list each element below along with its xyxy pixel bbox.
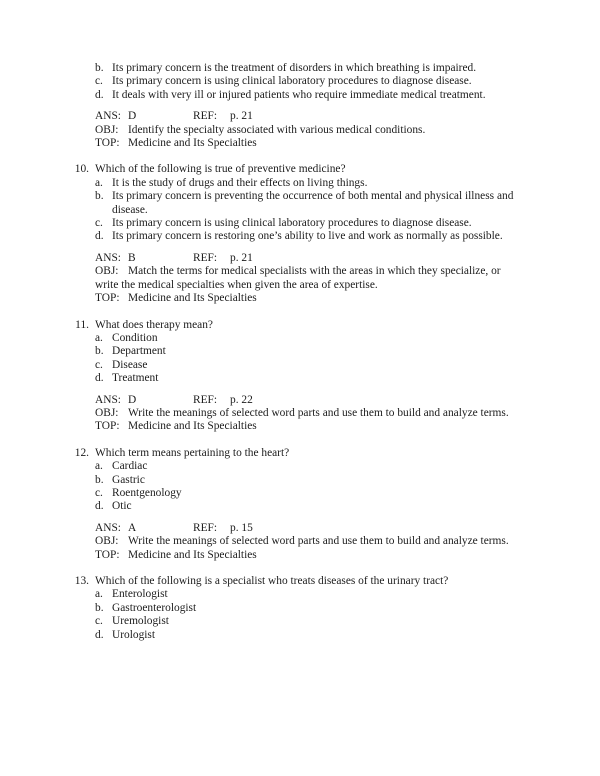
option-letter: c. <box>95 486 103 499</box>
option-item[interactable] <box>70 177 516 190</box>
option-letter: a. <box>95 460 103 473</box>
answer-meta-block <box>70 394 516 434</box>
option-text: Urologist <box>112 628 156 641</box>
obj-label: OBJ: <box>95 535 119 548</box>
option-letter: b. <box>95 190 104 203</box>
option-letter: a. <box>95 588 103 601</box>
spacer <box>70 434 516 447</box>
option-letter: d. <box>95 230 104 243</box>
option-item[interactable] <box>70 345 516 358</box>
spacer <box>70 562 516 575</box>
option-item[interactable] <box>70 500 516 513</box>
question-block-10 <box>70 163 516 305</box>
option-item[interactable] <box>70 602 516 615</box>
option-item[interactable] <box>70 487 516 500</box>
answer-meta-block <box>70 252 516 306</box>
option-text: Treatment <box>112 372 159 385</box>
ans-label: ANS: <box>95 251 121 264</box>
ans-label: ANS: <box>95 110 121 123</box>
option-letter: c. <box>95 358 103 371</box>
question-number: 11. <box>75 318 89 331</box>
ref-label: REF: <box>193 110 218 123</box>
question-text: What does therapy mean? <box>95 318 213 331</box>
option-text: Enterologist <box>112 588 168 601</box>
option-item[interactable] <box>70 62 516 75</box>
option-letter: d. <box>95 88 104 101</box>
option-text: Its primary concern is preventing the occurrence of both mental and physical illness and disease. <box>112 190 514 216</box>
option-item[interactable] <box>70 629 516 642</box>
question-block-12 <box>70 447 516 562</box>
ref-label: REF: <box>193 393 218 406</box>
option-text: It is the study of drugs and their effects on living things. <box>112 176 368 189</box>
obj-text: Write the meanings of selected word parts and use them to build and analyze terms. <box>128 406 509 419</box>
option-item[interactable] <box>70 217 516 230</box>
question-text: Which of the following is a specialist who treats diseases of the urinary tract? <box>95 575 449 587</box>
option-text: Otic <box>112 500 132 513</box>
question-text: Which of the following is true of preventive medicine? <box>95 163 346 176</box>
ans-label: ANS: <box>95 521 121 534</box>
ref-value: p. 22 <box>230 393 253 406</box>
obj-label: OBJ: <box>95 265 119 278</box>
question-prompt <box>70 319 516 332</box>
option-item[interactable] <box>70 615 516 628</box>
option-letter: b. <box>95 473 104 486</box>
answer-meta-block <box>70 522 516 562</box>
ref-value: p. 15 <box>230 521 253 534</box>
option-text: Roentgenology <box>112 486 182 499</box>
option-list <box>70 460 516 514</box>
question-prompt <box>70 163 516 176</box>
spacer <box>70 102 516 110</box>
option-text: Condition <box>112 331 158 344</box>
option-item[interactable] <box>70 332 516 345</box>
option-item[interactable] <box>70 588 516 601</box>
option-letter: b. <box>95 601 104 614</box>
option-item[interactable] <box>70 359 516 372</box>
spacer <box>70 150 516 163</box>
answer-row <box>95 394 516 407</box>
option-text: Disease <box>112 358 148 371</box>
option-letter: b. <box>95 62 104 74</box>
option-text: Gastroenterologist <box>112 601 197 614</box>
option-text: It deals with very ill or injured patients who require immediate medical treatment. <box>112 88 486 101</box>
option-text: Gastric <box>112 473 145 486</box>
option-letter: d. <box>95 372 104 385</box>
spacer <box>70 306 516 319</box>
obj-label: OBJ: <box>95 406 119 419</box>
obj-text: Identify the specialty associated with various medical conditions. <box>128 123 426 136</box>
top-text: Medicine and Its Specialties <box>128 292 257 305</box>
question-block-13 <box>70 575 516 642</box>
option-list <box>70 62 516 102</box>
obj-label: OBJ: <box>95 123 119 136</box>
spacer <box>70 386 516 394</box>
option-list <box>70 177 516 244</box>
ref-label: REF: <box>193 251 218 264</box>
ref-label: REF: <box>193 521 218 534</box>
option-item[interactable] <box>70 372 516 385</box>
question-number: 10. <box>74 163 89 176</box>
objective-row <box>95 535 516 548</box>
option-letter: d. <box>95 628 104 641</box>
ans-value: A <box>128 521 137 534</box>
ref-value: p. 21 <box>230 251 253 264</box>
answer-row <box>95 252 516 265</box>
option-item[interactable] <box>70 474 516 487</box>
answer-meta-block <box>70 110 516 150</box>
page-content <box>70 62 516 642</box>
top-label: TOP: <box>95 420 120 433</box>
option-text: Its primary concern is using clinical laboratory procedures to diagnose disease. <box>112 217 472 230</box>
option-text: Its primary concern is the treatment of disorders in which breathing is impaired. <box>112 62 477 74</box>
answer-row <box>95 522 516 535</box>
option-letter: a. <box>95 331 103 344</box>
question-prompt <box>70 575 516 588</box>
objective-row <box>95 407 516 420</box>
option-item[interactable] <box>70 460 516 473</box>
ans-value: B <box>128 251 136 264</box>
question-text: Which term means pertaining to the heart? <box>95 446 290 459</box>
ans-value: D <box>128 110 137 123</box>
topic-row <box>95 137 516 150</box>
option-item[interactable] <box>70 75 516 88</box>
top-label: TOP: <box>95 548 120 561</box>
question-prompt <box>70 447 516 460</box>
top-label: TOP: <box>95 292 120 305</box>
answer-row <box>95 110 516 123</box>
option-letter: c. <box>95 75 103 88</box>
question-block-11 <box>70 319 516 434</box>
ref-value: p. 21 <box>230 110 253 123</box>
option-text: Its primary concern is using clinical laboratory procedures to diagnose disease. <box>112 75 472 88</box>
option-text: Cardiac <box>112 460 148 473</box>
ans-label: ANS: <box>95 393 121 406</box>
top-text: Medicine and Its Specialties <box>128 420 257 433</box>
obj-text: Match the terms for medical specialists with the areas in which they specialize, or write the medical specialties when given the area of expertise. <box>95 265 501 291</box>
option-item[interactable] <box>70 89 516 102</box>
question-number: 13. <box>74 575 89 587</box>
top-text: Medicine and Its Specialties <box>128 137 257 150</box>
option-letter: c. <box>95 615 103 628</box>
option-item[interactable] <box>70 230 516 243</box>
option-text: Uremologist <box>112 615 169 628</box>
topic-row <box>95 292 516 305</box>
option-item[interactable] <box>70 190 516 217</box>
option-letter: b. <box>95 345 104 358</box>
top-label: TOP: <box>95 137 120 150</box>
spacer <box>70 244 516 252</box>
objective-row <box>95 124 516 137</box>
option-list <box>70 588 516 642</box>
ans-value: D <box>128 393 137 406</box>
top-text: Medicine and Its Specialties <box>128 548 257 561</box>
option-letter: a. <box>95 176 103 189</box>
objective-row <box>95 265 516 292</box>
topic-row <box>95 549 516 562</box>
option-letter: d. <box>95 500 104 513</box>
spacer <box>70 514 516 522</box>
option-text: Its primary concern is restoring one’s ability to live and work as normally as possible. <box>112 230 503 243</box>
question-block-partial <box>70 62 516 150</box>
option-letter: c. <box>95 217 103 230</box>
option-text: Department <box>112 345 166 358</box>
question-number: 12. <box>74 446 89 459</box>
topic-row <box>95 420 516 433</box>
obj-text: Write the meanings of selected word parts and use them to build and analyze terms. <box>128 535 509 548</box>
option-list <box>70 332 516 386</box>
